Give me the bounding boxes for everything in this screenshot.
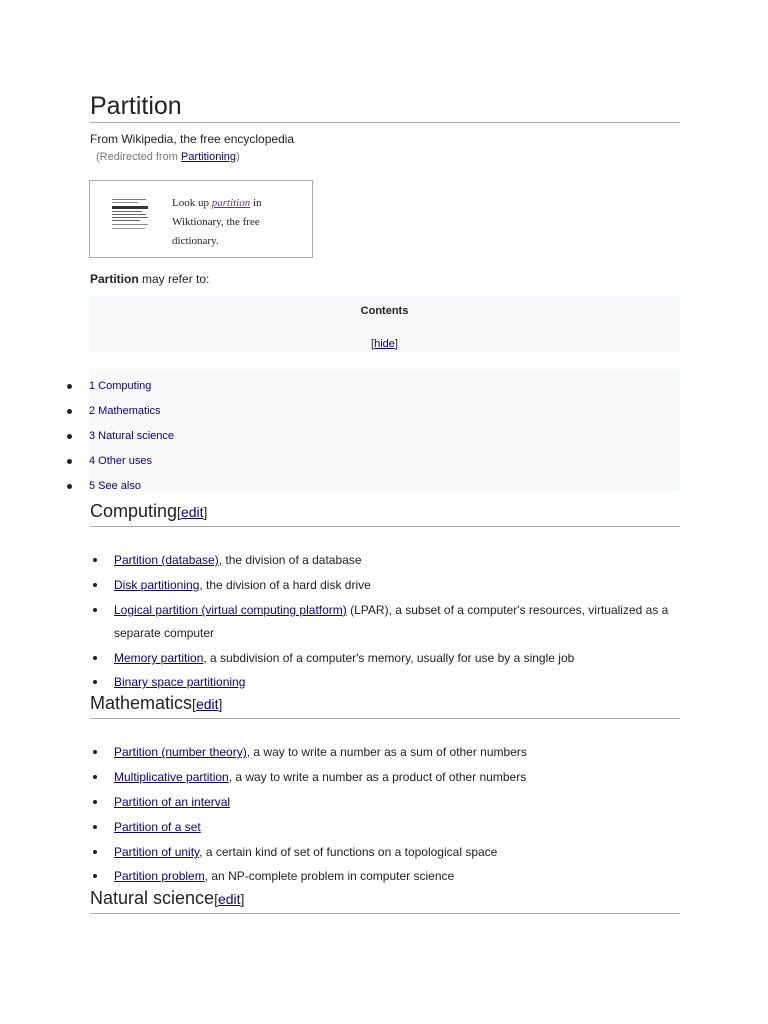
- list-item: [114, 841, 674, 864]
- section-title: Mathematics: [90, 693, 193, 713]
- toc-link-see-also[interactable]: 5 See also: [89, 480, 141, 492]
- edit-link[interactable]: edit: [217, 891, 241, 907]
- edit-bracket-open: [: [192, 696, 196, 712]
- toc-list: [89, 369, 680, 491]
- list-item: [114, 865, 674, 888]
- intro-bold: Partition: [90, 272, 139, 286]
- bullet-icon: [93, 825, 97, 829]
- bullet-icon: [67, 484, 72, 489]
- toc-header: [89, 296, 680, 352]
- list-item: [114, 766, 674, 789]
- list-item: [114, 671, 674, 694]
- bullet-icon: [93, 775, 97, 779]
- list-item: [114, 791, 674, 814]
- intro-text: [90, 272, 209, 286]
- section-heading-computing: [90, 500, 680, 527]
- list-item: [114, 647, 674, 670]
- toc-item[interactable]: [89, 379, 151, 393]
- wiktionary-box: [89, 180, 313, 258]
- edit-link[interactable]: edit: [195, 696, 219, 712]
- bullet-icon: [67, 384, 72, 389]
- list-item: [114, 599, 674, 645]
- toc-item[interactable]: [89, 454, 152, 468]
- edit-bracket-close: ]: [218, 696, 223, 712]
- edit-section: [177, 504, 207, 520]
- item-text: , a subdivision of a computer's memory, usually for use by a single job: [203, 651, 575, 665]
- edit-bracket-open: [: [177, 504, 181, 520]
- section-heading-natural-science: [90, 887, 680, 914]
- wiktionary-link[interactable]: partition: [211, 197, 251, 209]
- bullet-icon: [93, 750, 97, 754]
- item-text: (LPAR), a subset of a computer's resources, virtualized as a separate computer: [114, 603, 669, 640]
- item-link[interactable]: Binary space partitioning: [114, 675, 246, 689]
- wiktionary-text: [172, 194, 302, 251]
- item-text: , an NP-complete problem in computer science: [204, 869, 455, 883]
- bullet-icon: [93, 608, 97, 612]
- item-text: , the division of a database: [218, 553, 362, 567]
- toc-link-computing[interactable]: 1 Computing: [89, 380, 152, 392]
- toc-item[interactable]: [89, 479, 141, 493]
- toc-link-other-uses[interactable]: 4 Other uses: [89, 455, 152, 467]
- redirect-notice: [96, 151, 240, 163]
- list-item: [114, 741, 674, 764]
- item-link[interactable]: Partition (number theory): [114, 745, 247, 759]
- bullet-icon: [93, 874, 97, 878]
- edit-section: [192, 696, 222, 712]
- toc-toggle-close: ]: [394, 338, 398, 350]
- section-title: Natural science: [90, 888, 215, 908]
- toc-link-natural-science[interactable]: 3 Natural science: [89, 430, 174, 442]
- item-link[interactable]: Disk partitioning: [114, 578, 200, 592]
- page-title: Partition: [90, 90, 680, 123]
- item-link[interactable]: Partition of unity: [114, 845, 200, 859]
- bullet-icon: [93, 558, 97, 562]
- section-heading-mathematics: [90, 692, 680, 719]
- wiktionary-text-before: Look up: [172, 197, 212, 209]
- item-link[interactable]: Memory partition: [114, 651, 204, 665]
- wiktionary-text-after: in Wiktionary, the free dictionary.: [172, 197, 262, 247]
- bullet-icon: [93, 850, 97, 854]
- edit-section: [214, 891, 244, 907]
- intro-rest: may refer to:: [138, 272, 210, 286]
- wiktionary-logo-icon: [112, 198, 152, 243]
- edit-bracket-open: [: [214, 891, 218, 907]
- redirect-suffix: ): [236, 151, 240, 163]
- item-text: , a certain kind of set of functions on a topological space: [199, 845, 498, 859]
- edit-bracket-close: ]: [240, 891, 245, 907]
- item-link[interactable]: Partition of a set: [114, 820, 201, 834]
- item-text: , a way to write a number as a sum of other numbers: [246, 745, 527, 759]
- bullet-icon: [67, 459, 72, 464]
- toc-item[interactable]: [89, 404, 161, 418]
- bullet-icon: [93, 800, 97, 804]
- bullet-icon: [67, 409, 72, 414]
- toc-hide-link[interactable]: hide: [374, 338, 395, 350]
- list-item: [114, 549, 674, 572]
- item-text: , a way to write a number as a product of other numbers: [228, 770, 527, 784]
- bullet-icon: [93, 680, 97, 684]
- toc-toggle: [89, 338, 680, 350]
- item-link[interactable]: Partition (database): [114, 553, 219, 567]
- edit-bracket-close: ]: [203, 504, 208, 520]
- bullet-icon: [93, 656, 97, 660]
- site-subtitle: From Wikipedia, the free encyclopedia: [90, 132, 295, 146]
- redirect-link[interactable]: Partitioning: [180, 151, 237, 163]
- bullet-icon: [93, 583, 97, 587]
- item-text: , the division of a hard disk drive: [199, 578, 371, 592]
- item-link[interactable]: Multiplicative partition: [114, 770, 229, 784]
- section-title: Computing: [90, 501, 178, 521]
- edit-link[interactable]: edit: [180, 504, 204, 520]
- bullet-icon: [67, 434, 72, 439]
- item-link[interactable]: Logical partition (virtual computing platform): [114, 603, 347, 617]
- toc-item[interactable]: [89, 429, 174, 443]
- toc-link-mathematics[interactable]: 2 Mathematics: [89, 405, 161, 417]
- toc-title: Contents: [360, 305, 409, 317]
- redirect-prefix: (Redirected from: [96, 151, 181, 163]
- item-link[interactable]: Partition problem: [114, 869, 205, 883]
- toc-toggle-open: [: [371, 338, 375, 350]
- list-item: [114, 816, 674, 839]
- list-item: [114, 574, 674, 597]
- item-link[interactable]: Partition of an interval: [114, 795, 231, 809]
